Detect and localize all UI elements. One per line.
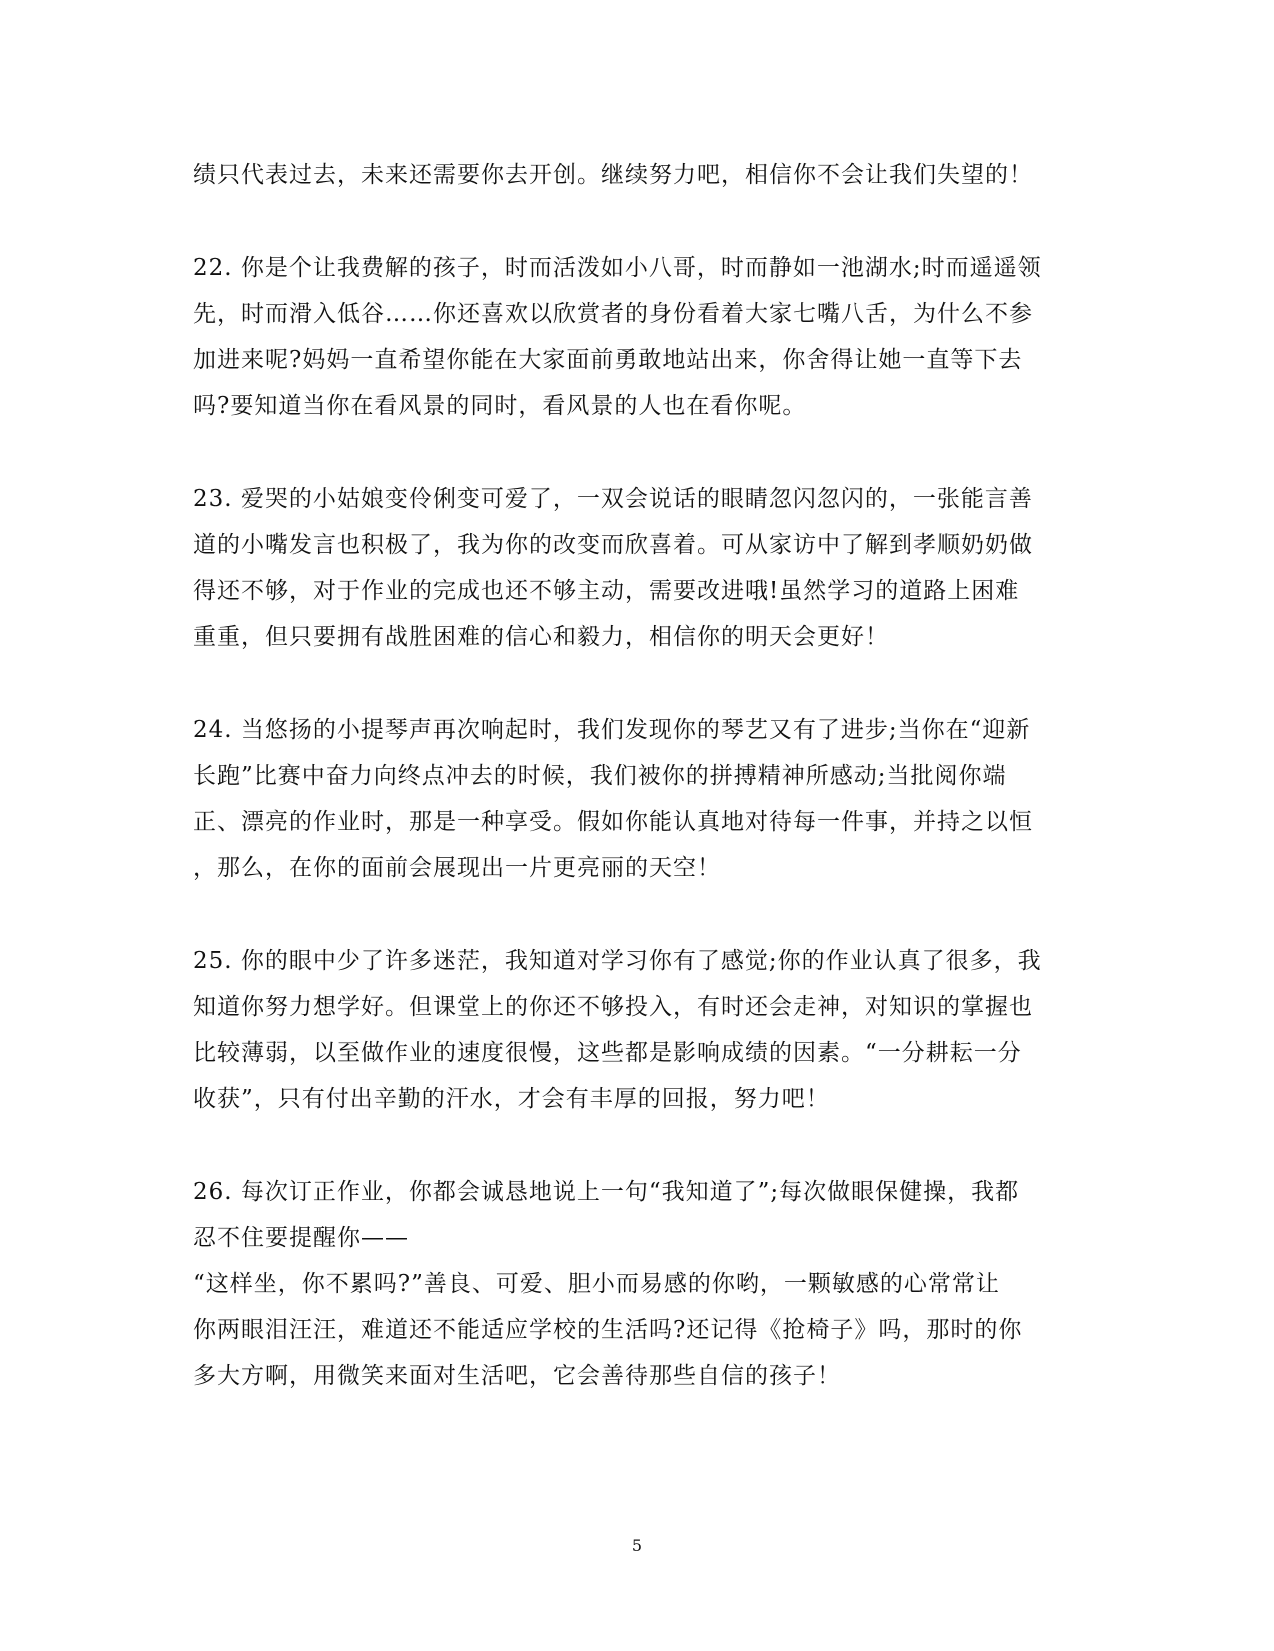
paragraph-23-line: 23. 爱哭的小姑娘变伶俐变可爱了，一双会说话的眼睛忽闪忽闪的，一张能言善 (193, 486, 1033, 512)
paragraph-23-line: 重重，但只要拥有战胜困难的信心和毅力，相信你的明天会更好！ (193, 624, 889, 650)
paragraph-24-line: ，那么，在你的面前会展现出一片更亮丽的天空！ (193, 855, 721, 881)
page-number: 5 (631, 1536, 643, 1555)
paragraph-25-line: 25. 你的眼中少了许多迷茫，我知道对学习你有了感觉;你的作业认真了很多，我 (193, 948, 1042, 974)
paragraph-26-line: 忍不住要提醒你—— (193, 1225, 409, 1251)
paragraph-22-line: 先，时而滑入低谷……你还喜欢以欣赏者的身份看着大家七嘴八舌，为什么不参 (193, 301, 1033, 327)
paragraph-25-line: 比较薄弱，以至做作业的速度很慢，这些都是影响成绩的因素。“一分耕耘一分 (193, 1040, 1022, 1066)
text-line: 绩只代表过去，未来还需要你去开创。继续努力吧，相信你不会让我们失望的！ (193, 162, 1033, 188)
paragraph-26-line: 你两眼泪汪汪，难道还不能适应学校的生活吗?还记得《抢椅子》吗，那时的你 (193, 1317, 1023, 1343)
paragraph-23-line: 道的小嘴发言也积极了，我为你的改变而欣喜着。可从家访中了解到孝顺奶奶做 (193, 532, 1033, 558)
paragraph-26-line: 26. 每次订正作业，你都会诚恳地说上一句“我知道了”;每次做眼保健操，我都 (193, 1179, 1020, 1205)
paragraph-26-line: 多大方啊，用微笑来面对生活吧，它会善待那些自信的孩子！ (193, 1363, 841, 1389)
paragraph-25-line: 收获”，只有付出辛勤的汗水，才会有丰厚的回报，努力吧！ (193, 1086, 830, 1112)
paragraph-24-line: 长跑”比赛中奋力向终点冲去的时候，我们被你的拼搏精神所感动;当批阅你端 (193, 763, 1007, 789)
paragraph-25-line: 知道你努力想学好。但课堂上的你还不够投入，有时还会走神，对知识的掌握也 (193, 994, 1033, 1020)
paragraph-24-line: 正、漂亮的作业时，那是一种享受。假如你能认真地对待每一件事，并持之以恒 (193, 809, 1033, 835)
paragraph-22-line: 22. 你是个让我费解的孩子，时而活泼如小八哥，时而静如一池湖水;时而遥遥领 (193, 255, 1042, 281)
paragraph-26-line: “这样坐，你不累吗?”善良、可爱、胆小而易感的你哟，一颗敏感的心常常让 (193, 1271, 1000, 1297)
paragraph-23-line: 得还不够，对于作业的完成也还不够主动，需要改进哦!虽然学习的道路上困难 (193, 578, 1020, 604)
paragraph-22-line: 吗?要知道当你在看风景的同时，看风景的人也在看你呢。 (193, 393, 807, 419)
paragraph-22-line: 加进来呢?妈妈一直希望你能在大家面前勇敢地站出来，你舍得让她一直等下去 (193, 347, 1023, 373)
paragraph-24-line: 24. 当悠扬的小提琴声再次响起时，我们发现你的琴艺又有了进步;当你在“迎新 (193, 717, 1031, 743)
